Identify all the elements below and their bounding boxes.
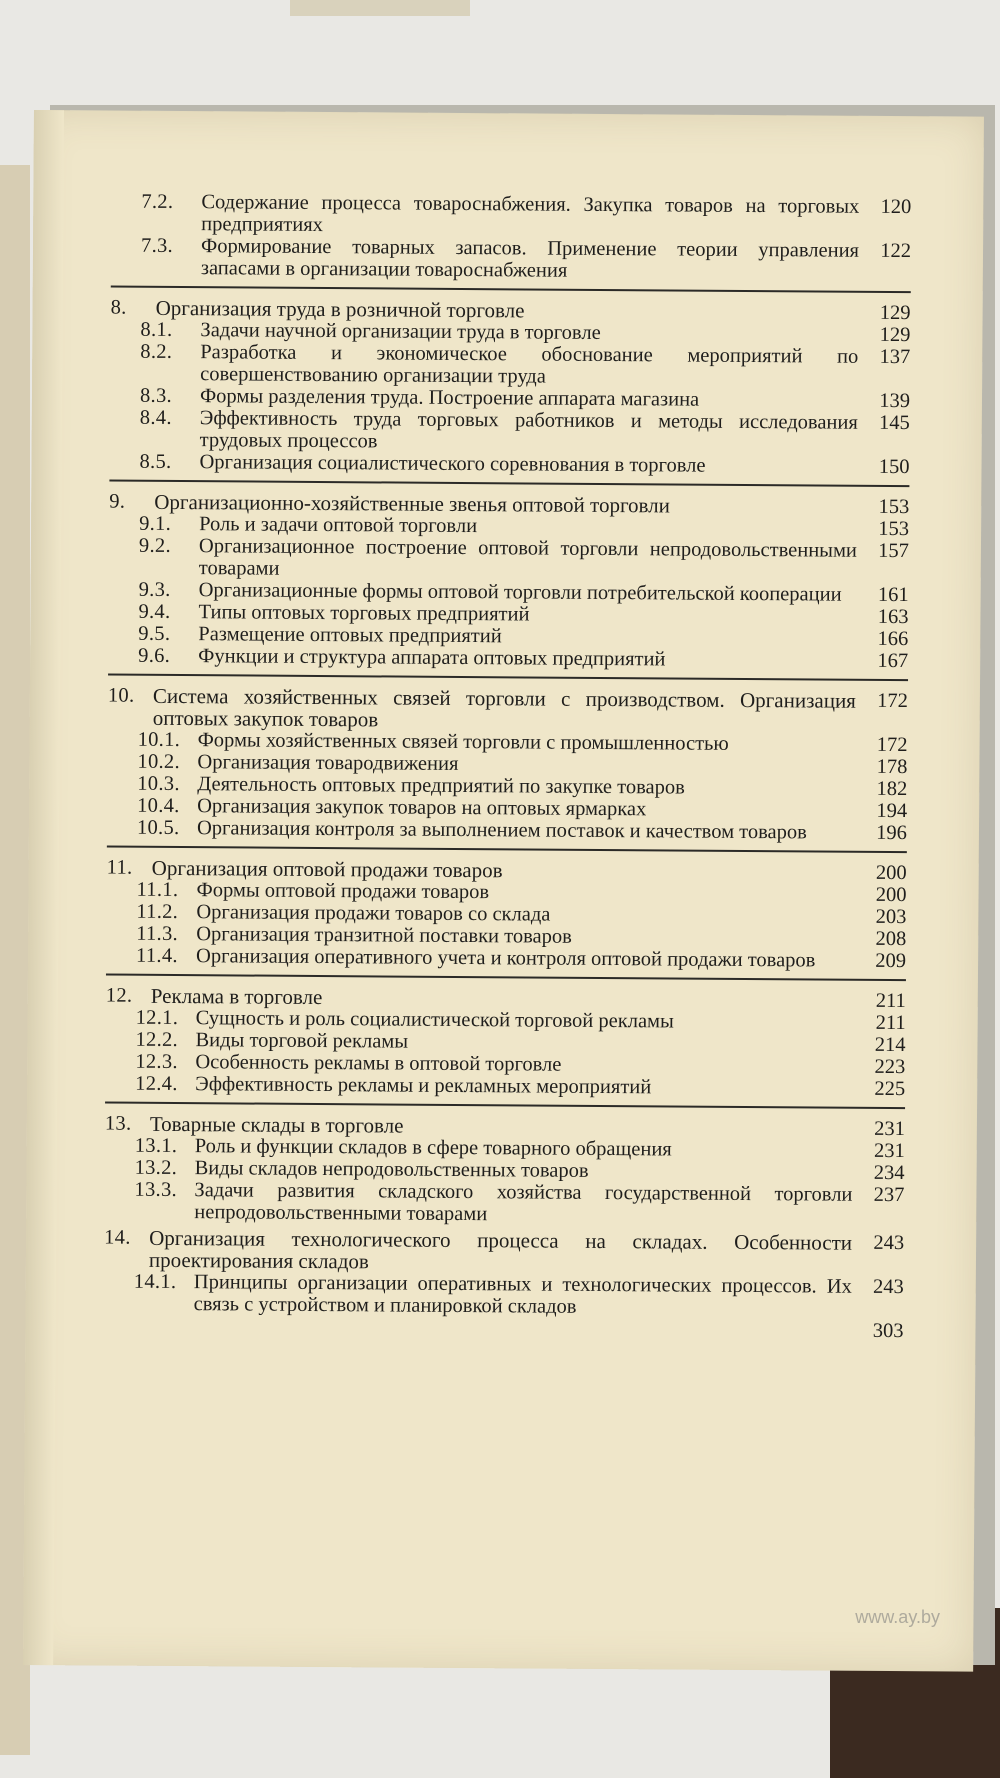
toc-title: Товарные склады в торговле	[149, 1111, 404, 1138]
toc-title: Виды складов непродовольственных товаров	[194, 1157, 589, 1182]
toc-page-number: 172	[877, 689, 908, 713]
toc-title: Разработка и экономическое обоснование мероприятий по совершенствованию организации труда	[200, 341, 859, 388]
toc-page-number: 223	[874, 1055, 906, 1079]
toc-page-number: 167	[877, 649, 909, 673]
toc-title: Реклама в торговле	[150, 983, 323, 1010]
table-of-contents	[103, 191, 911, 1343]
toc-title: Задачи развития складского хозяйства государственной торговли непродовольственными товарами	[194, 1179, 853, 1226]
toc-number: 11.3.	[136, 922, 179, 946]
toc-title: Организация транзитной поставки товаров	[196, 923, 572, 948]
toc-number: 7.3.	[140, 234, 174, 257]
toc-page-number: 163	[877, 605, 909, 629]
toc-page-number: 157	[878, 539, 910, 563]
toc-page-number: 209	[875, 949, 907, 973]
toc-number: 11.4.	[136, 944, 178, 968]
toc-page-number: 194	[876, 799, 908, 823]
toc-page-number: 203	[875, 905, 907, 929]
chapter-divider	[108, 674, 908, 682]
toc-title: Формирование товарных запасов. Применение теории управления запасами в организации товароснабжения	[200, 235, 860, 282]
chapter-divider	[106, 974, 906, 982]
toc-page-number: 129	[879, 323, 911, 347]
toc-number: 8.2.	[140, 340, 173, 363]
toc-page-number: 231	[874, 1117, 905, 1141]
toc-title: Организация товародвижения	[197, 751, 459, 775]
toc-number: 12.1.	[135, 1006, 179, 1030]
toc-page-number: 145	[879, 411, 910, 435]
toc-title: Организационное построение оптовой торговли непродовольственными товарами	[198, 535, 858, 580]
toc-number: 8.3.	[139, 384, 173, 407]
toc-number: 13.3.	[134, 1178, 178, 1202]
toc-title: Размещение оптовых предприятий	[198, 623, 502, 648]
toc-page-number: 200	[875, 883, 907, 907]
toc-title: Виды торговой рекламы	[195, 1029, 409, 1053]
toc-title: Сущность и роль социалистической торговой рекламы	[195, 1007, 674, 1033]
toc-title: Эффективность труда торговых работников и методы исследования трудовых процессов	[199, 407, 858, 453]
toc-section-row	[110, 407, 910, 457]
toc-page-number: 129	[879, 301, 911, 325]
toc-number: 14.	[104, 1226, 131, 1249]
background-paper	[290, 0, 470, 16]
toc-title: Роль и задачи оптовой торговли	[199, 513, 478, 538]
chapter-divider	[111, 286, 911, 294]
toc-page-number: 211	[875, 989, 906, 1013]
toc-title: Формы оптовой продажи товаров	[196, 879, 490, 904]
toc-page-number: 172	[876, 733, 908, 757]
toc-page-number: 182	[876, 777, 908, 801]
toc-number: 10.	[107, 684, 135, 707]
toc-title: Организация продажи товаров со склада	[196, 901, 551, 926]
toc-section-row	[108, 645, 908, 673]
toc-title: Система хозяйственных связей торговли с производством. Организация оптовых закупок товаров	[152, 683, 856, 732]
toc-section-row	[111, 191, 911, 241]
toc-number: 12.	[105, 984, 133, 1007]
watermark: www.ay.by	[855, 1607, 940, 1627]
toc-title: Функции и структура аппарата оптовых предприятий	[198, 645, 666, 671]
toc-title: Формы разделения труда. Построение аппарата магазина	[199, 385, 700, 411]
toc-number: 9.4.	[138, 600, 171, 623]
toc-number: 13.	[104, 1112, 132, 1135]
toc-page-number: 120	[880, 195, 912, 219]
toc-section-row	[104, 1271, 904, 1321]
toc-section-row	[106, 945, 906, 973]
toc-number: 9.	[109, 490, 126, 513]
toc-section-row	[110, 341, 910, 391]
toc-number: 7.2.	[141, 190, 174, 213]
toc-title: Организация технологического процесса на складах. Особенности проектирования складов	[148, 1225, 853, 1274]
toc-title: Организация труда в розничной торговле	[155, 295, 525, 323]
toc-number: 9.1.	[139, 512, 172, 535]
toc-section-row	[109, 535, 909, 585]
chapter-divider	[105, 1102, 905, 1110]
toc-title: Эффективность рекламы и рекламных мероприятий	[195, 1073, 652, 1099]
toc-number: 11.2.	[136, 900, 179, 924]
toc-section-row	[105, 1073, 905, 1101]
toc-title: Организация закупок товаров на оптовых ярмарках	[197, 795, 647, 821]
toc-number: 9.2.	[138, 534, 171, 557]
toc-section-row	[104, 1179, 904, 1229]
toc-number: 10.3.	[137, 772, 180, 796]
toc-chapter-row	[104, 1227, 904, 1277]
toc-page-number: 166	[877, 627, 909, 651]
toc-number: 9.5.	[138, 622, 171, 645]
toc-title: Содержание процесса товароснабжения. Закупка товаров на торговых предприятиях	[201, 191, 860, 237]
toc-title: Задачи научной организации труда в торговле	[200, 319, 601, 344]
toc-page-number: 153	[878, 495, 910, 519]
toc-title: Организация социалистического соревнования в торговле	[199, 451, 706, 477]
book-page	[23, 110, 984, 1672]
toc-page-number: 178	[876, 755, 908, 779]
toc-title: Организация оперативного учета и контроля оптовой продажи товаров	[196, 945, 816, 972]
toc-number: 8.1.	[140, 318, 173, 341]
toc-title: Особенность рекламы в оптовой торговле	[195, 1051, 562, 1076]
toc-page-number: 225	[874, 1077, 906, 1101]
toc-page-number: 200	[875, 861, 907, 885]
toc-number: 12.3.	[135, 1050, 178, 1074]
toc-number: 11.	[106, 856, 133, 879]
toc-number: 8.4.	[139, 406, 172, 429]
toc-page-number: 122	[880, 239, 912, 263]
toc-page-number: 150	[878, 455, 910, 479]
toc-number: 8.5.	[139, 450, 172, 473]
toc-page-number: 161	[877, 583, 909, 607]
chapter-divider	[109, 480, 909, 488]
toc-title: Организационно-хозяйственные звенья оптовой торговли	[154, 489, 671, 518]
toc-number: 9.3.	[138, 578, 171, 601]
toc-section-row	[107, 817, 907, 845]
toc-chapter-row	[108, 685, 908, 735]
toc-page-number: 153	[878, 517, 910, 541]
toc-number: 12.4.	[135, 1072, 178, 1096]
toc-page-number: 211	[875, 1011, 906, 1035]
toc-page-number: 208	[875, 927, 907, 951]
toc-number: 11.1.	[136, 878, 179, 902]
toc-number: 10.1.	[137, 728, 181, 752]
toc-title: Типы оптовых торговых предприятий	[198, 601, 530, 626]
toc-page-number: 231	[873, 1139, 905, 1163]
toc-number: 9.6.	[138, 644, 171, 667]
toc-section-row	[109, 451, 909, 479]
toc-number: 13.2.	[134, 1156, 178, 1180]
toc-page-number: 243	[872, 1275, 904, 1299]
toc-number: 10.4.	[137, 794, 180, 818]
toc-number: 14.1.	[133, 1270, 177, 1294]
chapter-divider	[107, 846, 907, 854]
footer-page-number: 303	[872, 1319, 904, 1343]
toc-page-number: 196	[876, 821, 908, 845]
toc-page-number: 139	[879, 389, 911, 413]
toc-number: 10.2.	[137, 750, 181, 774]
toc-title: Принципы организации оперативных и технологических процессов. Их связь с устройством и планировкой складов	[193, 1271, 852, 1318]
toc-title: Роль и функции складов в сфере товарного обращения	[194, 1135, 672, 1161]
toc-number: 13.1.	[134, 1134, 178, 1158]
toc-title: Формы хозяйственных связей торговли с промышленностью	[197, 729, 729, 755]
toc-title: Деятельность оптовых предприятий по закупке товаров	[197, 773, 685, 799]
toc-title: Организационные формы оптовой торговли потребительской кооперации	[198, 579, 842, 606]
toc-title: Организация контроля за выполнением поставок и качеством товаров	[196, 817, 807, 844]
toc-number: 12.2.	[135, 1028, 179, 1052]
toc-page-number: 237	[873, 1183, 905, 1207]
toc-title: Организация оптовой продажи товаров	[151, 855, 503, 883]
toc-section-row	[111, 235, 911, 285]
toc-number: 10.5.	[136, 816, 180, 840]
toc-page-number: 137	[879, 345, 911, 369]
toc-number: 8.	[110, 296, 127, 319]
toc-page-number: 214	[874, 1033, 906, 1057]
toc-page-number: 234	[873, 1161, 905, 1185]
toc-page-number: 243	[873, 1231, 905, 1255]
